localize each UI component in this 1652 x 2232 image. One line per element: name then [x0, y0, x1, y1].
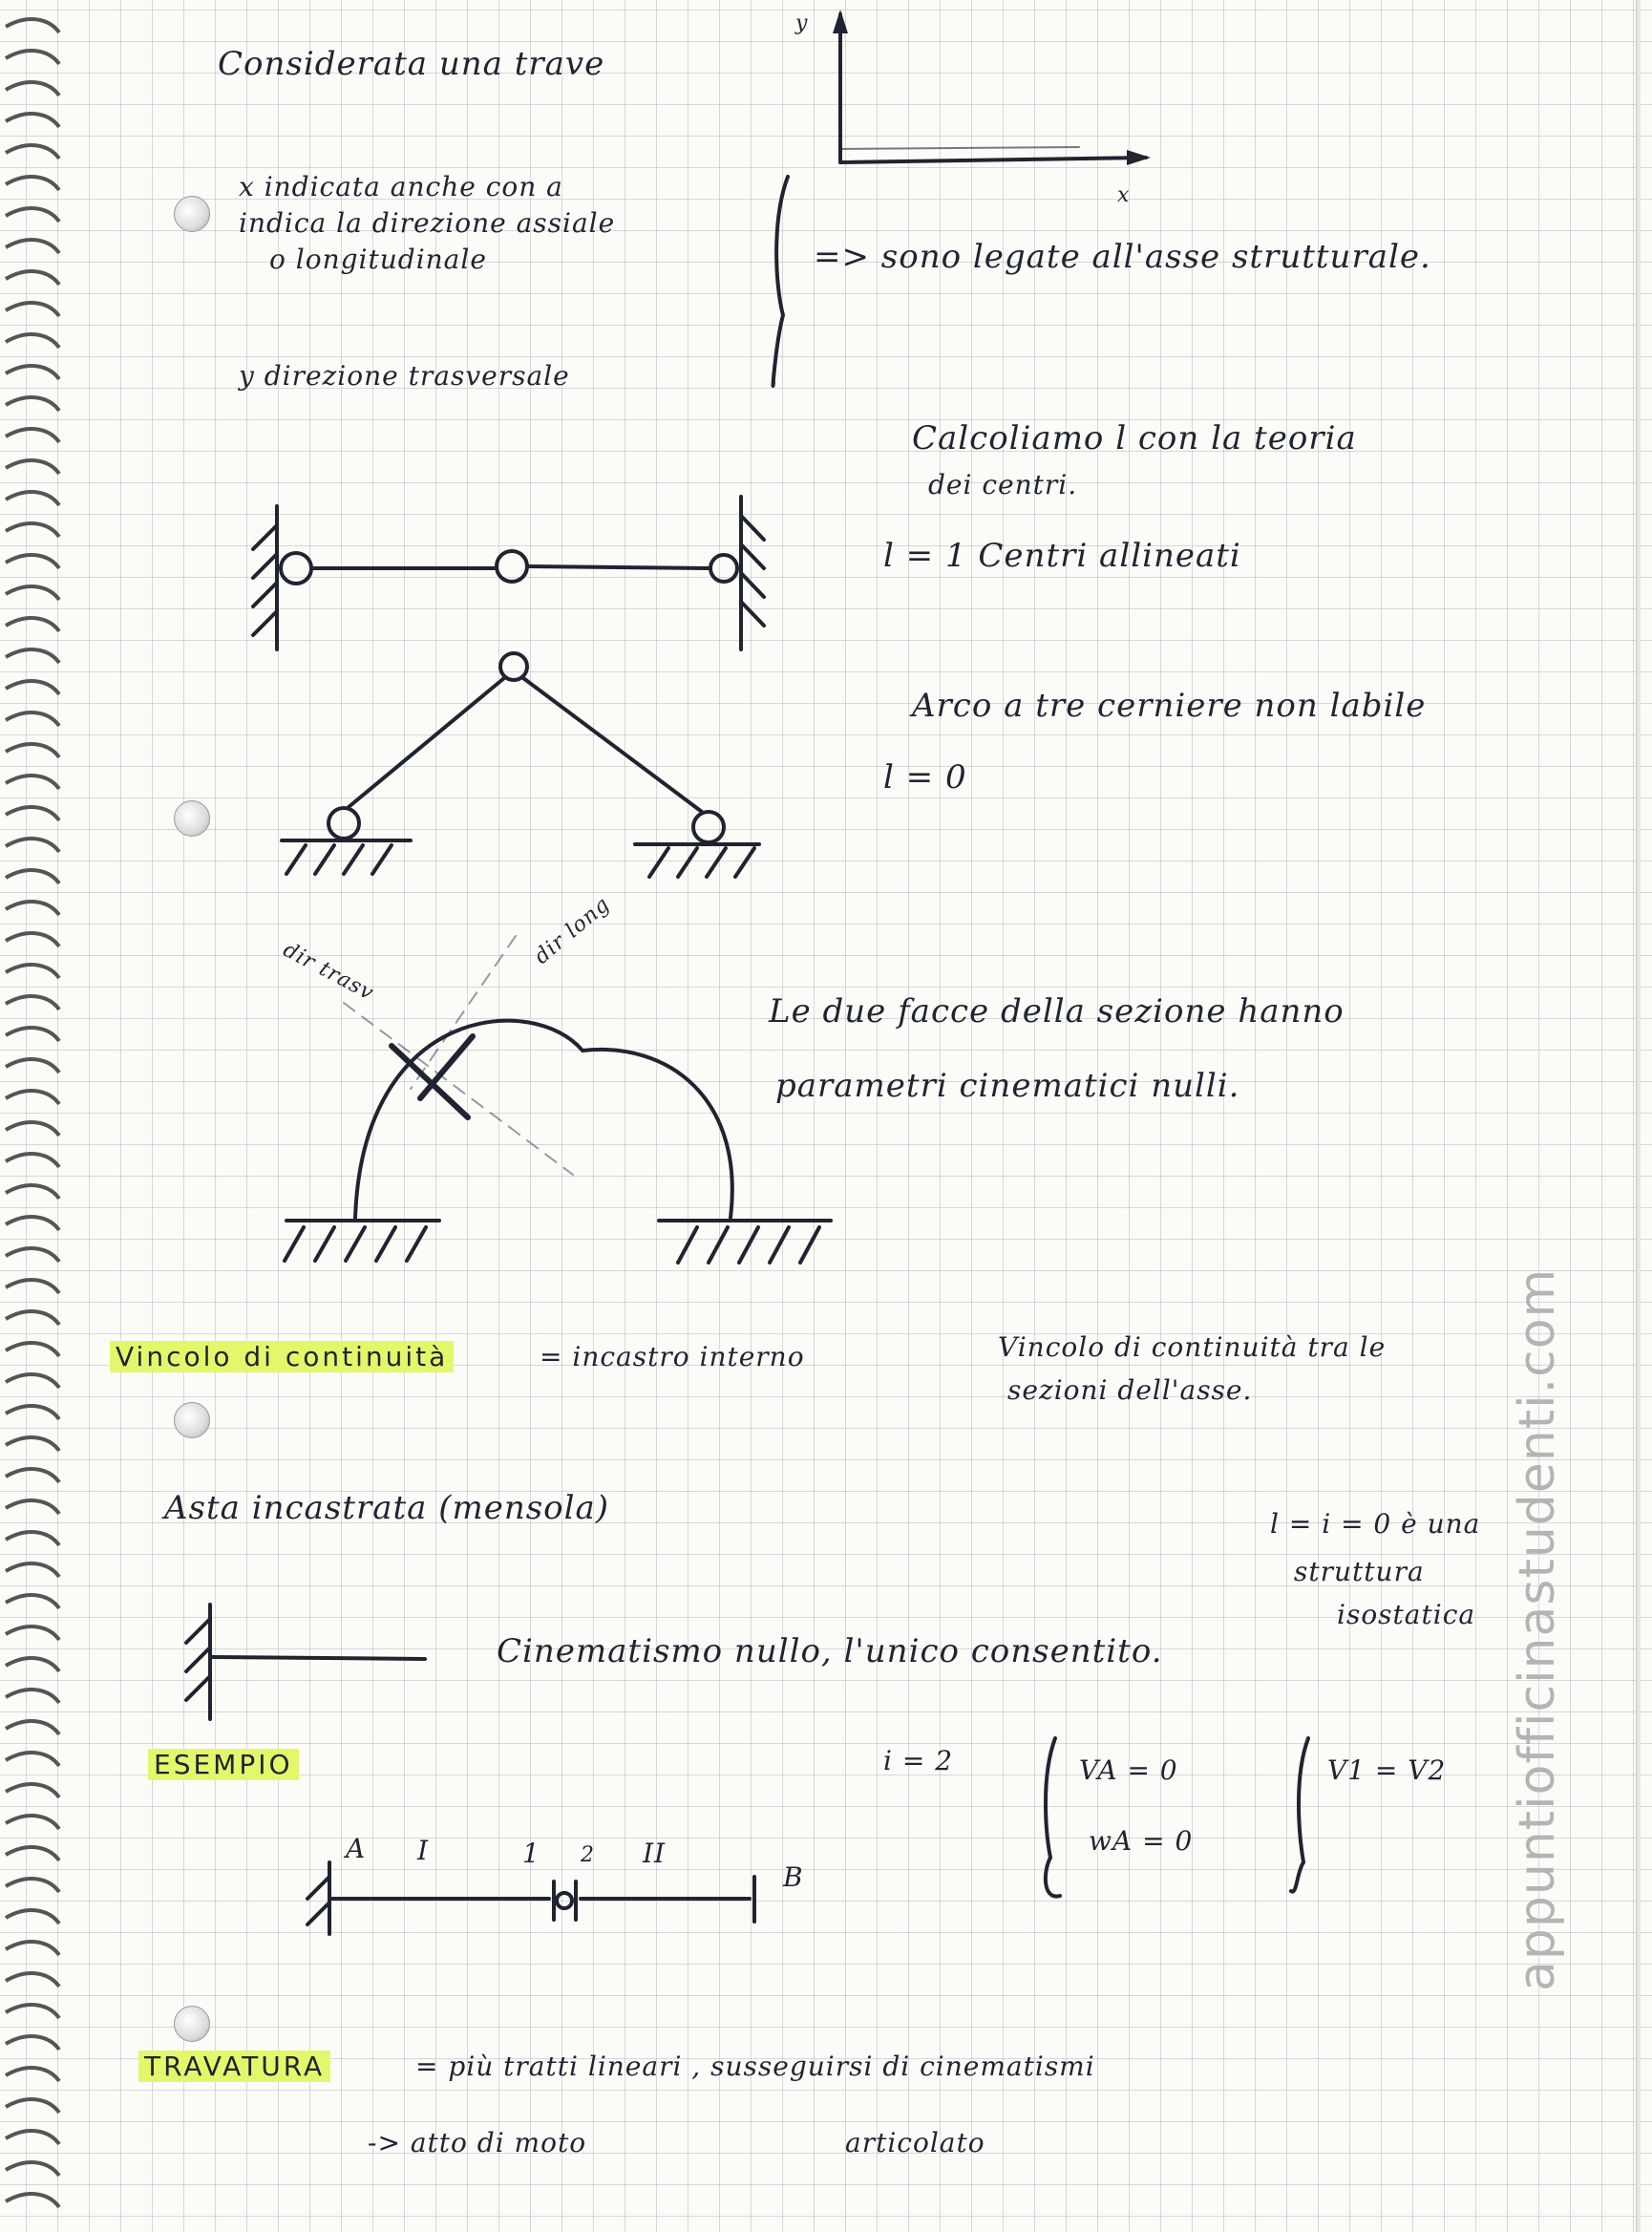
- x-definition-line3: o longitudinale: [269, 244, 487, 275]
- travatura-highlight: TRAVATURA: [138, 2051, 330, 2082]
- note-title: Considerata una trave: [218, 45, 605, 83]
- equations-brace-left: [1046, 1738, 1060, 1897]
- travatura-equals: = più tratti lineari , susseguirsi di cinematismi: [415, 2051, 1095, 2082]
- l-equals-0-line: l = 0: [883, 758, 967, 797]
- equations-brace-right: [1291, 1738, 1308, 1892]
- dir-long-label: dir long: [530, 892, 615, 969]
- atto-di-moto-line: -> atto di moto: [368, 2127, 587, 2158]
- curly-brace: [773, 177, 788, 386]
- isostatica-line2: struttura: [1294, 1556, 1425, 1587]
- isostatica-line3: isostatica: [1337, 1599, 1476, 1630]
- beam-label-1: 1: [522, 1838, 540, 1869]
- esempio-highlight: ESEMPIO: [148, 1749, 299, 1780]
- implies-structural-axis: => sono legate all'asse strutturale.: [814, 238, 1431, 276]
- dir-trasv-label: dir trasv: [279, 938, 378, 1006]
- xy-axes-diagram: [833, 10, 1151, 165]
- beam-label-2: 2: [581, 1843, 595, 1867]
- axis-x-label: x: [1117, 183, 1131, 207]
- travatura-label: [138, 2051, 330, 2082]
- vincolo-desc-line2: sezioni dell'asse.: [1007, 1374, 1253, 1406]
- i-equals-2: i = 2: [883, 1745, 954, 1776]
- v1-equation: V1 = V2: [1327, 1754, 1447, 1786]
- beam-label-I: I: [417, 1835, 430, 1866]
- vincolo-equals: = incastro interno: [540, 1341, 805, 1372]
- calc-line2: dei centri.: [928, 469, 1078, 500]
- calc-line1: Calcoliamo l con la teoria: [912, 419, 1357, 457]
- x-definition-line2: indica la direzione assiale: [239, 207, 616, 239]
- va-equation: VA = 0: [1079, 1754, 1178, 1786]
- example-beam-diagram: [307, 1862, 754, 1934]
- watermark-text: appuntiofficinastudenti.com: [1509, 1267, 1566, 1991]
- beam-label-A: A: [346, 1833, 367, 1864]
- vincolo-highlight: Vincolo di continuità: [110, 1341, 454, 1372]
- vincolo-desc-line1: Vincolo di continuità tra le: [998, 1331, 1387, 1363]
- facce-line2: parametri cinematici nulli.: [775, 1067, 1240, 1105]
- axis-y-label: y: [795, 11, 809, 35]
- cinematismo-line: Cinematismo nullo, l'unico consentito.: [497, 1632, 1163, 1670]
- facce-line1: Le due facce della sezione hanno: [769, 992, 1345, 1031]
- beam-three-hinges-diagram: [253, 497, 764, 649]
- articolato-word: articolato: [845, 2127, 985, 2158]
- beam-label-B: B: [783, 1861, 804, 1893]
- arco-line: Arco a tre cerniere non labile: [912, 687, 1427, 725]
- beam-label-II: II: [643, 1838, 667, 1869]
- x-definition-line1: x indicata anche con a: [239, 171, 563, 202]
- y-definition: y direzione trasversale: [239, 360, 570, 392]
- cantilever-diagram: [186, 1605, 425, 1719]
- isostatica-line1: l = i = 0 è una: [1270, 1508, 1481, 1540]
- wa-equation: wA = 0: [1089, 1825, 1194, 1857]
- asta-incastrata-line: Asta incastrata (mensola): [164, 1489, 610, 1527]
- three-hinged-arch-diagram: [282, 653, 759, 877]
- esempio-label: [148, 1750, 299, 1780]
- vincolo-continuita-label: [110, 1342, 454, 1372]
- l-equals-1-line: l = 1 Centri allineati: [883, 537, 1241, 575]
